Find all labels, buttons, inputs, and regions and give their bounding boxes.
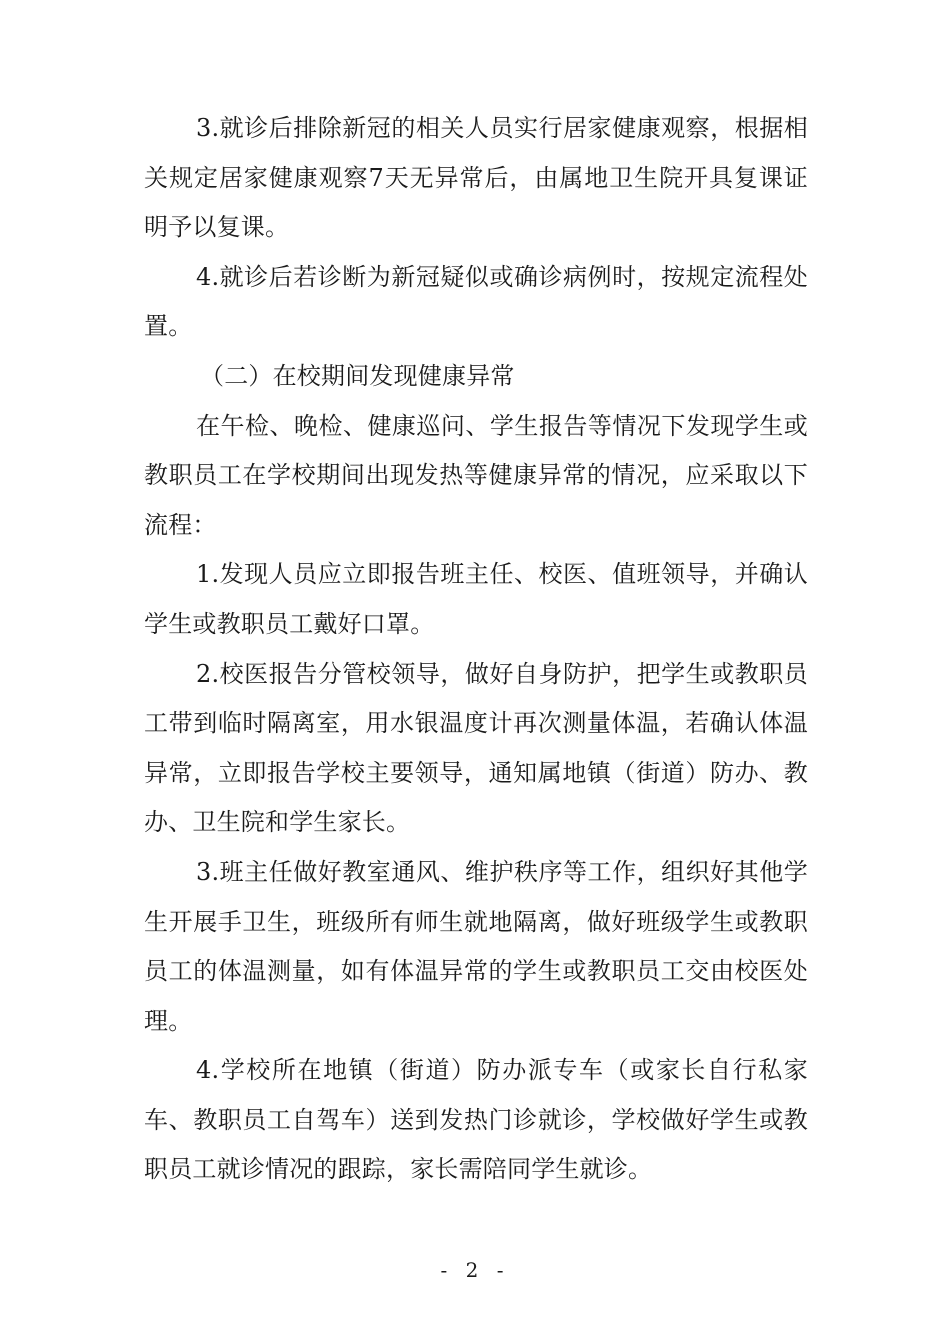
page-number: - 2 - bbox=[440, 1258, 510, 1282]
paragraph-step-3: 3.班主任做好教室通风、维护秩序等工作，组织好其他学生开展手卫生，班级所有师生就地隔离，做好班级学生或教职员工的体温测量，如有体温异常的学生或教职员工交由校医处理。 bbox=[144, 857, 808, 1035]
document-body bbox=[144, 104, 808, 1195]
section-heading: （二）在校期间发现健康异常 bbox=[200, 361, 515, 390]
paragraph-intro: 在午检、晚检、健康巡问、学生报告等情况下发现学生或教职员工在学校期间出现发热等健康异常的情况，应采取以下流程： bbox=[144, 411, 808, 539]
paragraph-step-4: 4.学校所在地镇（街道）防办派专车（或家长自行私家车、教职员工自驾车）送到发热门诊就诊，学校做好学生或教职员工就诊情况的跟踪，家长需陪同学生就诊。 bbox=[144, 1056, 808, 1184]
paragraph-suspected-case: 4.就诊后若诊断为新冠疑似或确诊病例时，按规定流程处置。 bbox=[144, 262, 808, 341]
paragraph-home-observation: 3.就诊后排除新冠的相关人员实行居家健康观察，根据相关规定居家健康观察7天无异常后，由属地卫生院开具复课证明予以复课。 bbox=[144, 114, 808, 242]
paragraph-step-1: 1.发现人员应立即报告班主任、校医、值班领导，并确认学生或教职员工戴好口罩。 bbox=[144, 560, 808, 638]
paragraph-step-2: 2.校医报告分管校领导，做好自身防护，把学生或教职员工带到临时隔离室，用水银温度计再次测量体温，若确认体温异常，立即报告学校主要领导，通知属地镇（街道）防办、教办、卫生院和学生家长。 bbox=[144, 659, 808, 837]
